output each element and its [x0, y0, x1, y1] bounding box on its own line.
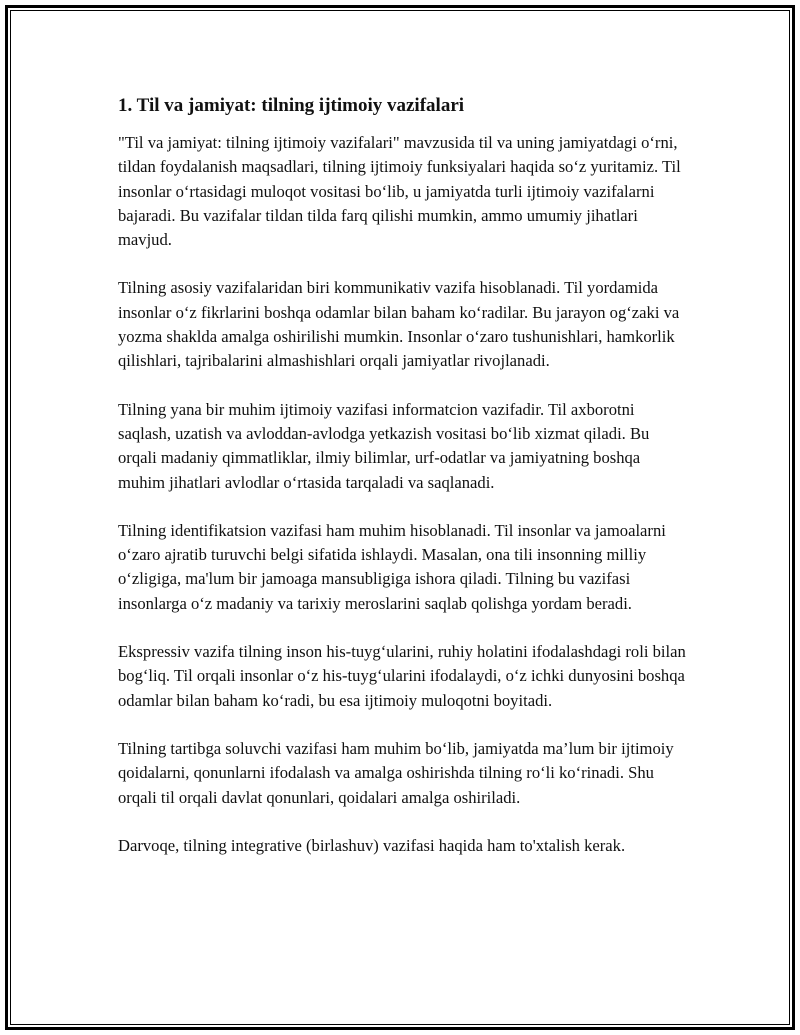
- paragraph-integrative: Darvoqe, tilning integrative (birlashuv) vazifasi haqida ham to'xtalish kerak.: [118, 835, 626, 855]
- paragraph-regulatory: Tilning tartibga soluvchi vazifasi ham muhim bo‘lib, jamiyatda ma’lum bir ijtimoiy qoidalarni, qonunlarni ifodalash va amalga oshirishda tilning ro‘li ko‘rinadi. Shu orqali til orqali davlat qonunlari, qoidalari amalga oshiriladi.: [118, 738, 674, 807]
- paragraph-expressive: Ekspressiv vazifa tilning inson his-tuyg‘ularini, ruhiy holatini ifodalashdagi roli bilan bog‘liq. Til orqali insonlar o‘z his-tuyg‘ularini ifodalaydi, o‘z ichki dunyosini boshqa odamlar bilan baham ko‘radi, bu esa ijtimoiy muloqotni boyitadi.: [118, 642, 686, 710]
- paragraph-identification: Tilning identifikatsion vazifasi ham muhim hisoblanadi. Til insonlar va jamoalarni o‘zaro ajratib turuvchi belgi sifatida ishlaydi. Masalan, ona tili insonning milliy o‘zligiga, ma'lum bir jamoaga mansubligiga ishora qiladi. Tilning bu vazifasi insonlarga o‘z madaniy va tarixiy meroslarini saqlab qolishga yordam beradi.: [118, 520, 666, 613]
- paragraph-communicative: Tilning asosiy vazifalaridan biri kommunikativ vazifa hisoblanadi. Til yordamida insonlar o‘z fikrlarini boshqa odamlar bilan baham ko‘radilar. Bu jarayon og‘zaki va yozma shaklda amalga oshirilishi mumkin. Insonlar o‘zaro tushunishlari, hamkorlik qilishlari, tajribalarini almashishlari orqali jamiyatlar rivojlanadi.: [118, 278, 680, 371]
- paragraph-intro: "Til va jamiyat: tilning ijtimoiy vazifalari" mavzusida til va uning jamiyatdagi o‘rni, tildan foydalanish maqsadlari, tilning ijtimoiy funksiyalari haqida so‘z yuritamiz. Til insonlar o‘rtasidagi muloqot vositasi bo‘lib, u jamiyatda turli ijtimoiy vazifalarni bajaradi. Bu vazifalar tildan tilda farq qilishi mumkin, ammo umumiy jihatlari mavjud.: [118, 133, 681, 250]
- document-heading: 1. Til va jamiyat: tilning ijtimoiy vazifalari: [118, 95, 465, 116]
- document-body: [118, 93, 690, 882]
- paragraph-informational: Tilning yana bir muhim ijtimoiy vazifasi informatcion vazifadir. Til axborotni saqlash, uzatish va avloddan-avlodga yetkazish vositasi bo‘lib xizmat qiladi. Bu orqali madaniy qimmatliklar, ilmiy bilimlar, urf-odatlar va jamiyatning boshqa muhim jihatlari avlodlar o‘rtasida tarqaladi va saqlanadi.: [118, 399, 650, 492]
